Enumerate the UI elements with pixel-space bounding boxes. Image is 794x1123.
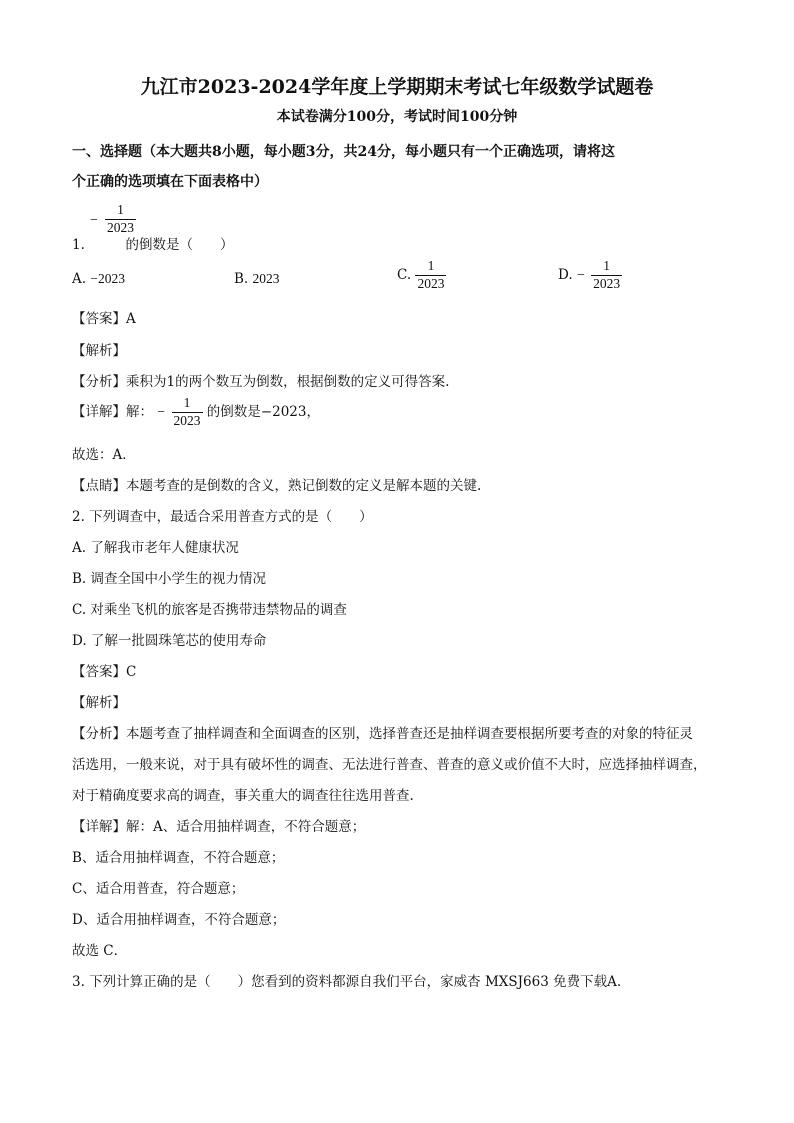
q1-solution-heading: 【解析】 — [72, 343, 126, 359]
q2-detail-line2: B、适合用抽样调查，不符合题意； — [72, 850, 285, 866]
q1-frac — [105, 203, 136, 236]
q1-option-c-frac — [415, 259, 446, 292]
q2-analysis-line3: 对于精确度要求高的调查，事关重大的调查往往选用普查. — [72, 788, 414, 804]
q1-frac-num: 1 — [117, 202, 124, 217]
q1-option-c-label: C. — [397, 266, 412, 283]
q1-detail-num: 1 — [183, 395, 191, 410]
q1-frac-den: 2023 — [107, 219, 134, 235]
q2-detail-line4: D、适合用抽样调查，不符合题意； — [72, 912, 286, 928]
q1-option-d-den: 2023 — [593, 275, 621, 291]
q2-solution-heading: 【解析】 — [72, 695, 126, 711]
q1-choose: 故选：A． — [72, 447, 136, 463]
q3-stem: 3. 下列计算正确的是（ ）您看到的资料都源自我们平台，家威杏 MXSJ663 免费下载A. — [72, 974, 622, 990]
q1-option-b-label: B. — [234, 271, 249, 287]
q1-option-b — [234, 271, 280, 287]
q1-detail-suffix: 的倒数是−2023， — [206, 403, 320, 420]
q1-option-a — [72, 271, 125, 287]
q1-analysis: 【分析】乘积为1的两个数互为倒数，根据倒数的定义可得答案. — [72, 374, 450, 390]
q1-option-c-num: 1 — [427, 258, 435, 273]
q1-stem-text: 的倒数是（ ） — [125, 237, 234, 253]
q1-detail-frac — [172, 396, 203, 429]
q1-option-b-value: 2023 — [252, 271, 280, 286]
q1-option-d — [558, 259, 622, 292]
q1-option-d-label: D. — [558, 266, 573, 283]
q1-comment: 【点睛】本题考查的是倒数的含义，熟记倒数的定义是解本题的关键. — [72, 478, 482, 494]
q1-option-d-neg: − — [576, 267, 585, 283]
q1-detail-prefix: 【详解】解： — [72, 403, 153, 420]
q2-choose: 故选 C． — [72, 943, 128, 959]
q2-detail-line1: 【详解】解：A、适合用抽样调查，不符合题意； — [72, 819, 366, 835]
q1-detail-neg: − — [157, 404, 166, 420]
q2-stem: 2. 下列调查中，最适合采用普查方式的是（ ） — [72, 509, 373, 525]
q2-analysis-line1: 【分析】本题考查了抽样调查和全面调查的区别，选择普查还是抽样调查要根据所要考查的对象的特征灵 — [72, 726, 693, 742]
q2-detail-line3: C、适合用普查，符合题意； — [72, 881, 245, 897]
q1-option-d-num: 1 — [603, 258, 611, 273]
q1-option-c — [397, 259, 446, 292]
q2-option-a: A. 了解我市老年人健康状况 — [72, 540, 239, 556]
section-heading-line1: 一、选择题（本大题共8小题，每小题3分，共24分，每小题只有一个正确选项，请将这 — [72, 144, 615, 160]
page-title: 九江市2023-2024学年度上学期期末考试七年级数学试题卷 — [140, 76, 654, 98]
q1-option-c-den: 2023 — [417, 275, 445, 291]
q1-fraction — [90, 203, 136, 236]
section-heading-line2: 个正确的选项填在下面表格中） — [72, 174, 268, 190]
q2-option-b: B. 调查全国中小学生的视力情况 — [72, 571, 267, 587]
q2-analysis-line2: 活选用，一般来说，对于具有破坏性的调查、无法进行普查、普查的意义或价值不大时，应选择抽样调查， — [72, 757, 707, 773]
exam-info: 本试卷满分100分，考试时间100分钟 — [276, 109, 518, 125]
q1-number: 1. — [72, 237, 85, 253]
q1-detail-den: 2023 — [173, 412, 201, 428]
q1-option-d-frac — [591, 259, 622, 292]
q1-answer: 【答案】A — [72, 311, 136, 327]
q1-option-a-value: −2023 — [90, 271, 125, 286]
q1-stem — [72, 233, 233, 253]
q2-option-c: C. 对乘坐飞机的旅客是否携带违禁物品的调查 — [72, 602, 347, 618]
q1-detail — [72, 396, 320, 429]
q1-neg-sign: − — [90, 212, 98, 228]
q2-option-d: D. 了解一批圆珠笔芯的使用寿命 — [72, 633, 267, 649]
q2-answer: 【答案】C — [72, 664, 137, 680]
q1-option-a-label: A. — [72, 271, 87, 287]
